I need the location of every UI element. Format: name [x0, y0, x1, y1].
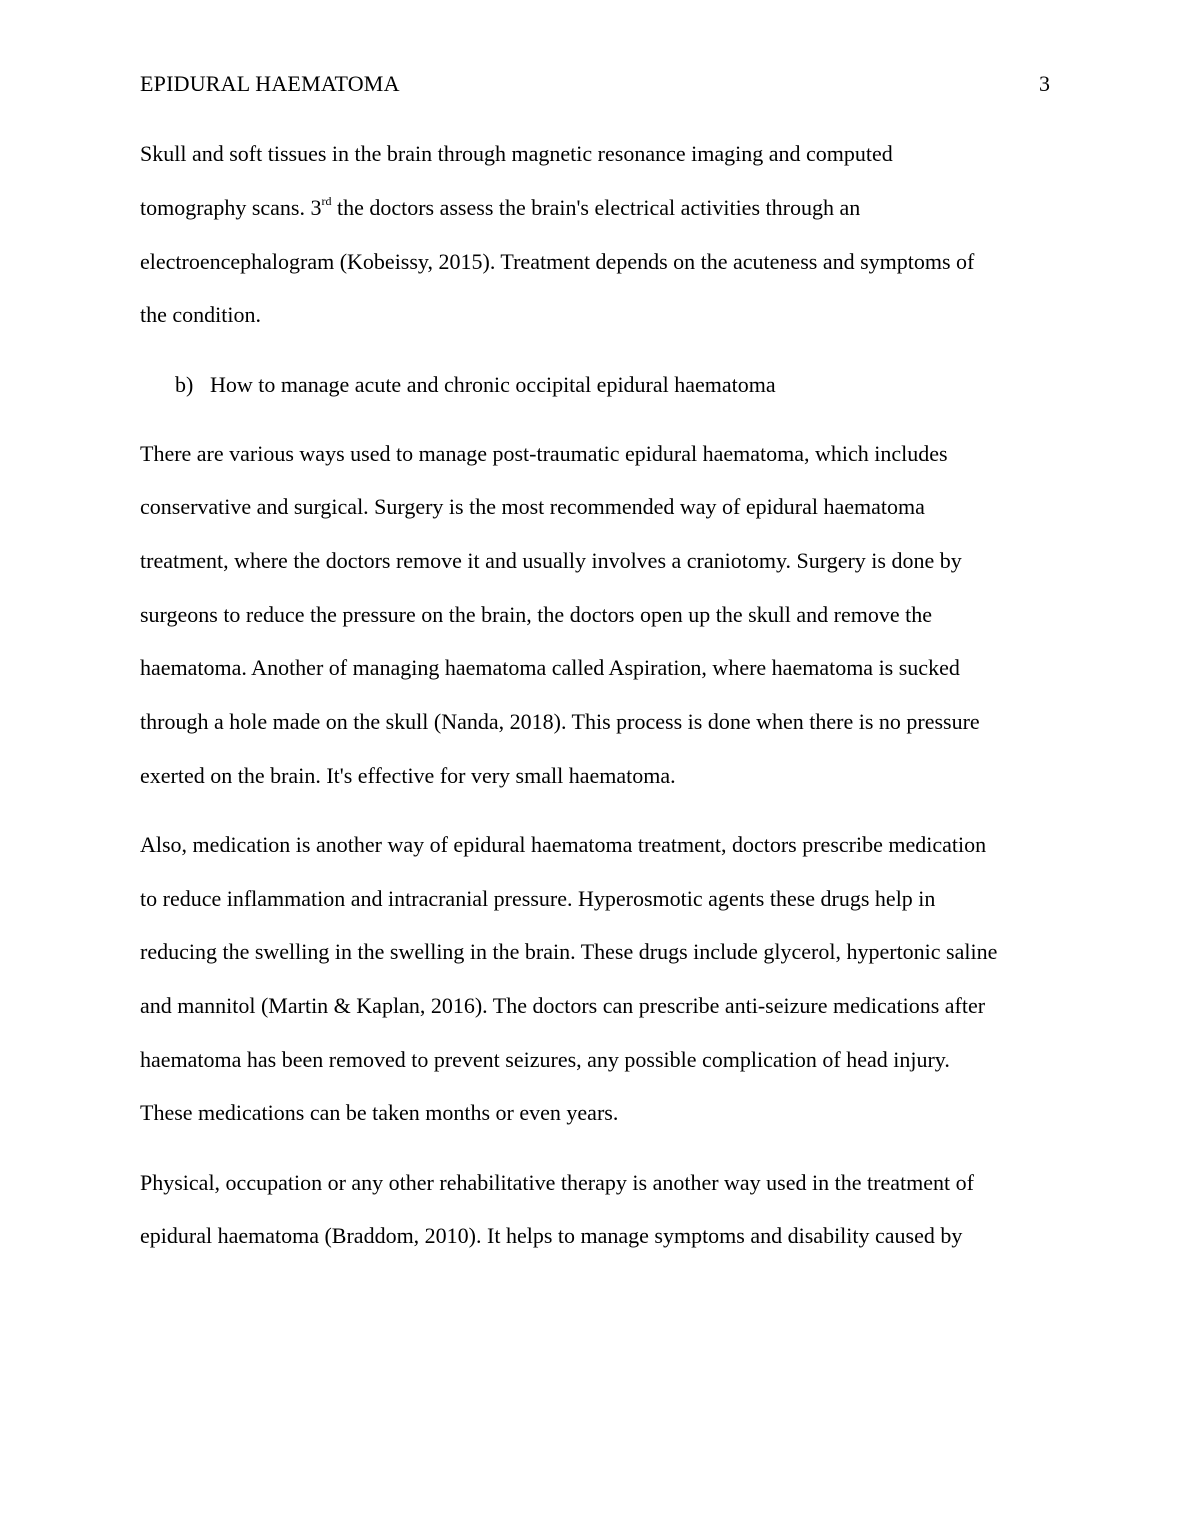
text-line: exerted on the brain. It's effective for very small haematoma.: [140, 763, 676, 788]
text-span: the doctors assess the brain's electrical activities through an: [331, 195, 861, 220]
text-line: Physical, occupation or any other rehabilitative therapy is another way used in the treatment of: [140, 1170, 974, 1195]
text-line: haematoma has been removed to prevent seizures, any possible complication of head injury.: [140, 1047, 950, 1072]
text-line: haematoma. Another of managing haematoma called Aspiration, where haematoma is sucked: [140, 655, 960, 680]
ordinal-superscript: rd: [321, 194, 332, 208]
text-line: electroencephalogram (Kobeissy, 2015). Treatment depends on the acuteness and symptoms of: [140, 249, 975, 274]
list-marker: b): [175, 372, 194, 397]
text-line: and mannitol (Martin & Kaplan, 2016). The doctors can prescribe anti-seizure medications after: [140, 993, 986, 1018]
text-line: [140, 194, 860, 222]
list-item-heading: [175, 371, 776, 399]
text-line: conservative and surgical. Surgery is the most recommended way of epidural haematoma: [140, 494, 925, 519]
text-line: There are various ways used to manage post-traumatic epidural haematoma, which includes: [140, 441, 948, 466]
text-line: surgeons to reduce the pressure on the brain, the doctors open up the skull and remove the: [140, 602, 932, 627]
text-line: Skull and soft tissues in the brain through magnetic resonance imaging and computed: [140, 141, 893, 166]
text-line: reducing the swelling in the swelling in the brain. These drugs include glycerol, hypertonic saline: [140, 939, 998, 964]
text-line: treatment, where the doctors remove it and usually involves a craniotomy. Surgery is done by: [140, 548, 962, 573]
text-line: Also, medication is another way of epidural haematoma treatment, doctors prescribe medication: [140, 832, 987, 857]
list-item-text: How to manage acute and chronic occipital epidural haematoma: [210, 372, 776, 397]
text-line: the condition.: [140, 302, 261, 327]
text-line: through a hole made on the skull (Nanda, 2018). This process is done when there is no pressure: [140, 709, 980, 734]
running-head-title: EPIDURAL HAEMATOMA: [140, 71, 400, 96]
text-line: epidural haematoma (Braddom, 2010). It helps to manage symptoms and disability caused by: [140, 1223, 963, 1248]
running-head: [140, 70, 1050, 100]
text-line: These medications can be taken months or even years.: [140, 1100, 619, 1125]
text-line: to reduce inflammation and intracranial pressure. Hyperosmotic agents these drugs help in: [140, 886, 936, 911]
page-number: 3: [1039, 71, 1050, 96]
text-span: tomography scans. 3: [140, 195, 322, 220]
